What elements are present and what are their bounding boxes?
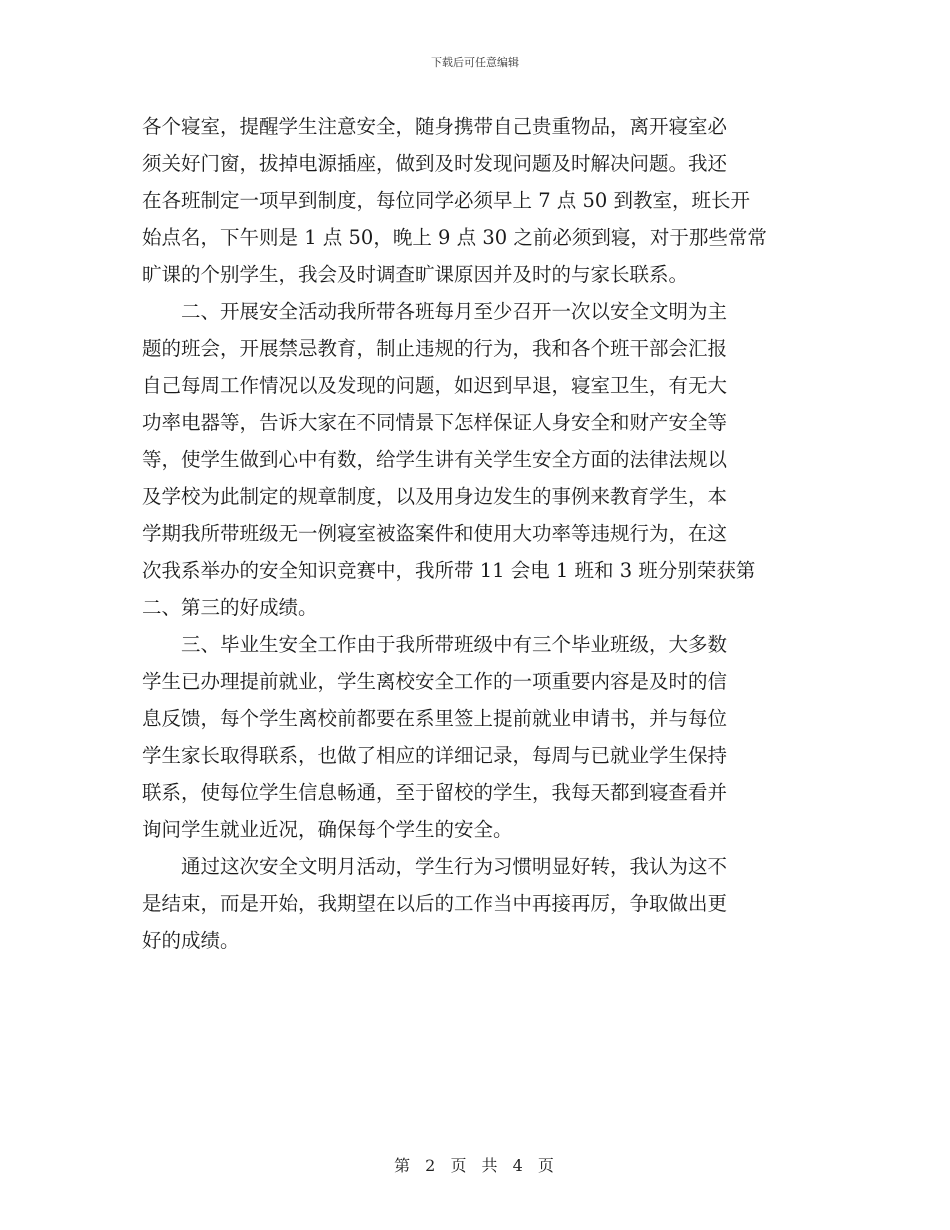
body-line: 学生已办理提前就业，学生离校安全工作的一项重要内容是及时的信	[142, 670, 728, 693]
body-line: 联系，使每位学生信息畅通，至于留校的学生，我每天都到寝查看并	[142, 781, 728, 804]
body-line: 旷课的个别学生，我会及时调查旷课原因并及时的与家长联系。	[142, 263, 689, 286]
body-line: 各个寝室，提醒学生注意安全，随身携带自己贵重物品，离开寝室必	[142, 115, 728, 138]
page-header: 下载后可任意编辑	[431, 56, 519, 69]
body-line: 通过这次安全文明月活动，学生行为习惯明显好转，我认为这不	[142, 855, 728, 878]
body-line: 三、毕业生安全工作由于我所带班级中有三个毕业班级，大多数	[142, 633, 728, 656]
body-line: 询问学生就业近况，确保每个学生的安全。	[142, 818, 513, 841]
body-line: 学生家长取得联系，也做了相应的详细记录，每周与已就业学生保持	[142, 744, 728, 767]
body-line: 自己每周工作情况以及发现的问题，如迟到早退，寝室卫生，有无大	[142, 374, 728, 397]
body-line: 是结束，而是开始，我期望在以后的工作当中再接再厉，争取做出更	[142, 892, 728, 915]
body-line: 及学校为此制定的规章制度，以及用身边发生的事例来教育学生，本	[142, 485, 728, 508]
body-line: 好的成绩。	[142, 929, 240, 952]
body-line: 息反馈，每个学生离校前都要在系里签上提前就业申请书，并与每位	[142, 707, 728, 730]
body-line: 二、第三的好成绩。	[142, 596, 318, 619]
body-line: 在各班制定一项早到制度，每位同学必须早上 7 点 50 到教室，班长开	[142, 189, 751, 212]
document-body	[142, 108, 810, 959]
body-line: 始点名，下午则是 1 点 50，晚上 9 点 30 之前必须到寝，对于那些常常	[142, 226, 767, 249]
page-number-footer: 第 2 页 共 4 页	[394, 1156, 556, 1175]
body-line: 次我系举办的安全知识竞赛中，我所带 11 会电 1 班和 3 班分别荣获第	[142, 559, 756, 582]
body-line: 等，使学生做到心中有数，给学生讲有关学生安全方面的法律法规以	[142, 448, 728, 471]
body-line: 功率电器等，告诉大家在不同情景下怎样保证人身安全和财产安全等	[142, 411, 728, 434]
body-line: 二、开展安全活动我所带各班每月至少召开一次以安全文明为主	[142, 300, 728, 323]
body-line: 题的班会，开展禁忌教育，制止违规的行为，我和各个班干部会汇报	[142, 337, 728, 360]
body-line: 须关好门窗，拔掉电源插座，做到及时发现问题及时解决问题。我还	[142, 152, 728, 175]
body-line: 学期我所带班级无一例寝室被盗案件和使用大功率等违规行为，在这	[142, 522, 728, 545]
